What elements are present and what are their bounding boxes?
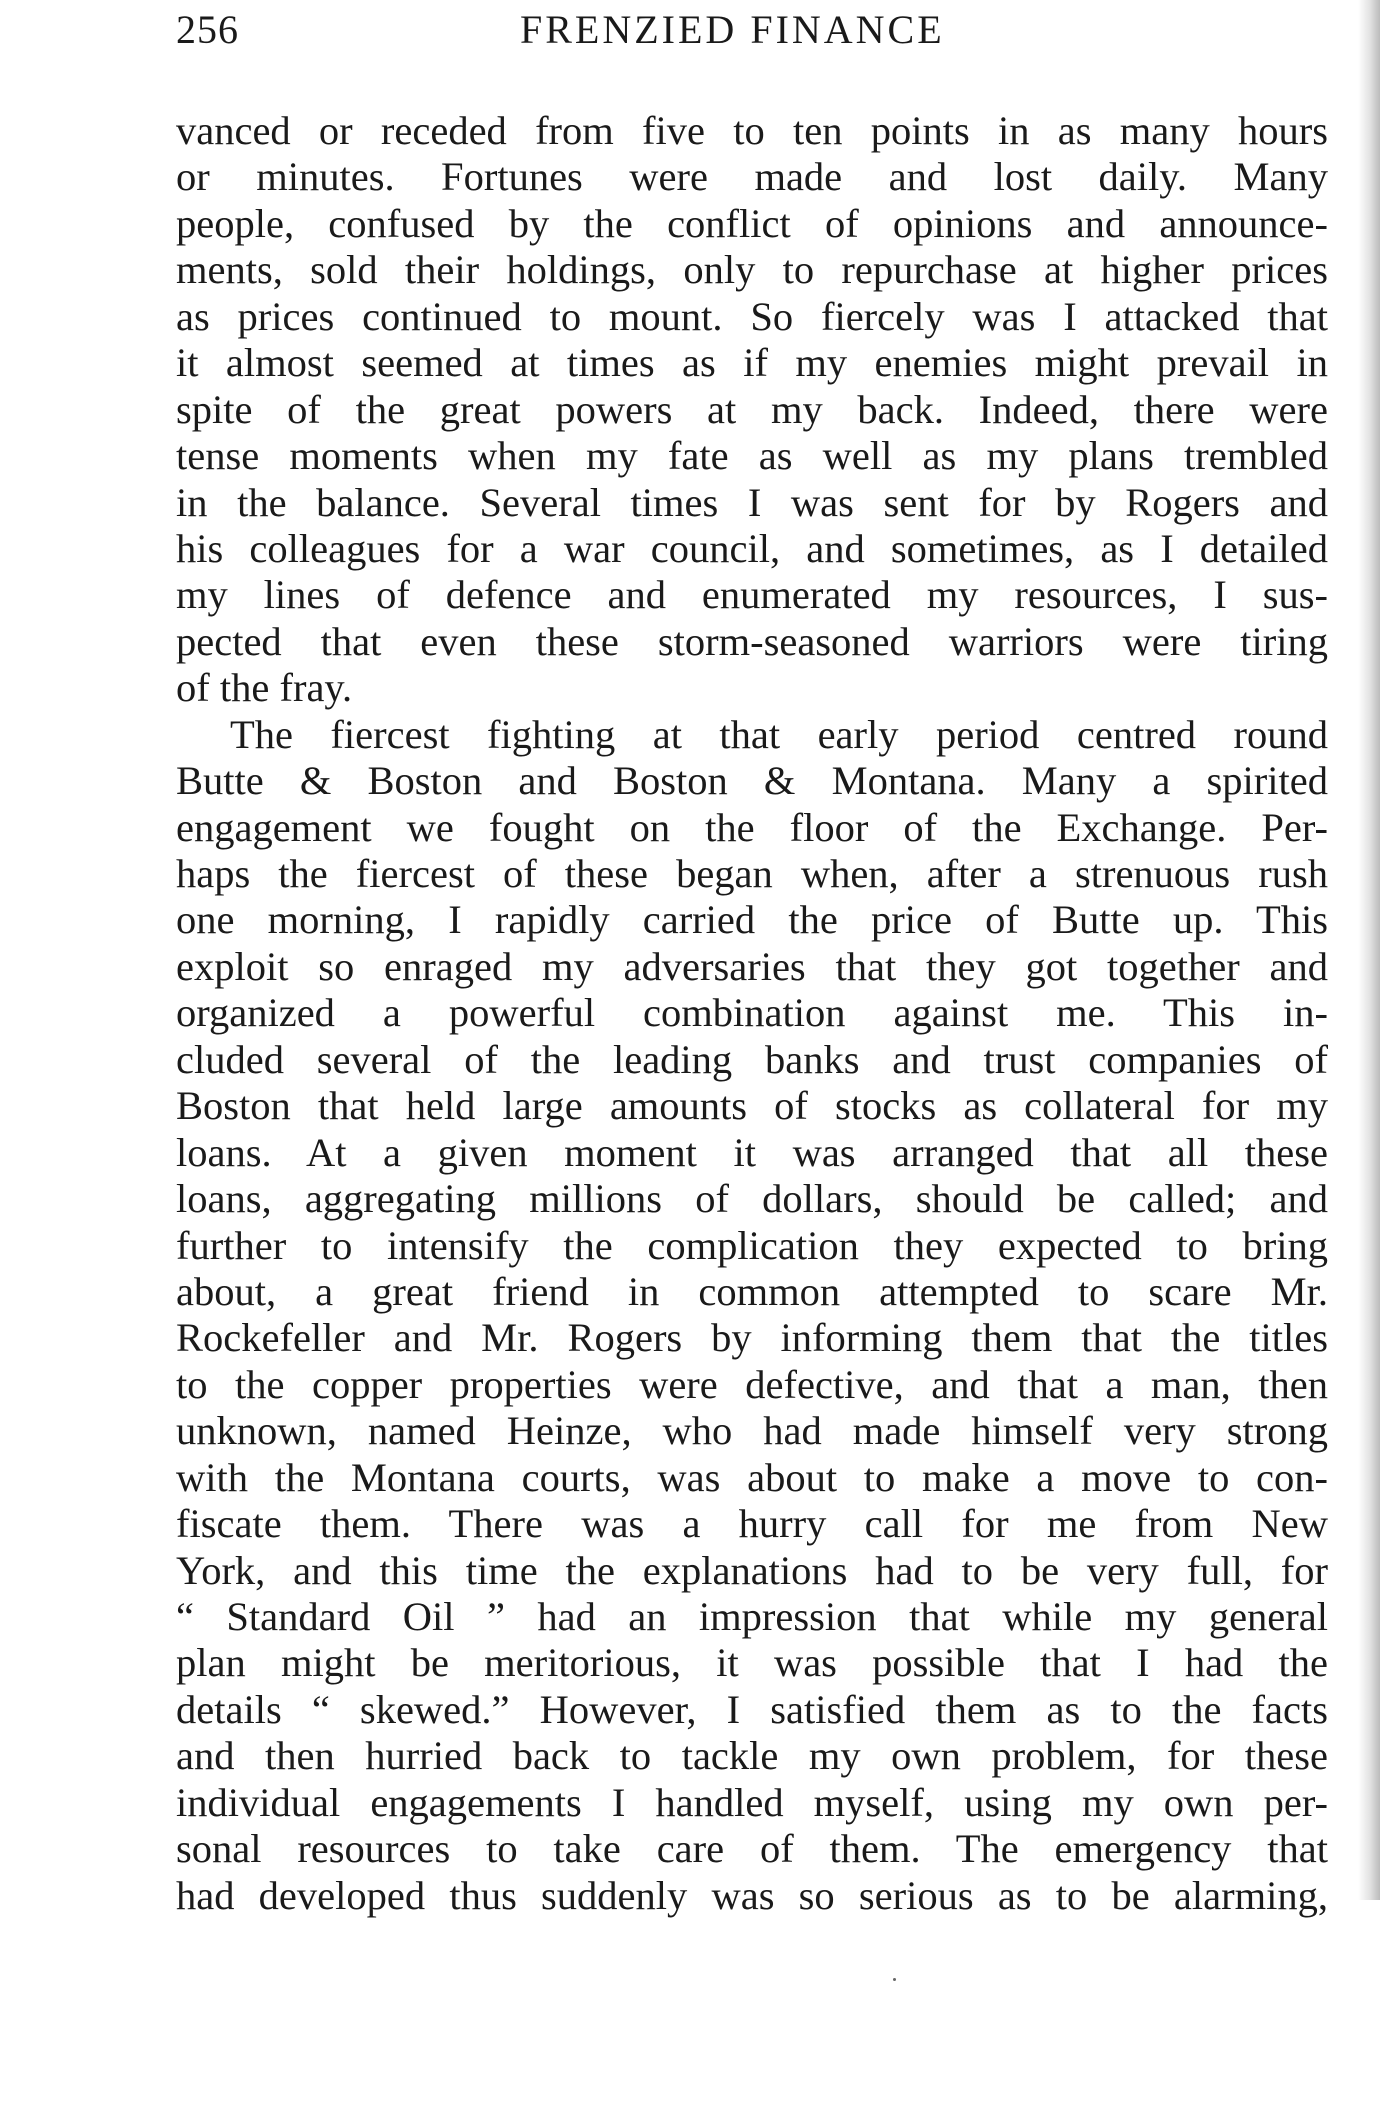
text-line: engagement we fought on the floor of the Exchange. Per-: [176, 804, 1328, 850]
text-line: in the balance. Several times I was sent for by Rogers and: [176, 479, 1328, 525]
text-line: unknown, named Heinze, who had made himself very strong: [176, 1408, 1328, 1454]
text-line: it almost seemed at times as if my enemies might prevail in: [176, 340, 1328, 386]
text-line: loans. At a given moment it was arranged that all these: [176, 1129, 1328, 1175]
text-line: vanced or receded from five to ten points in as many hours: [176, 108, 1328, 153]
text-line: individual engagements I handled myself, using my own per-: [176, 1779, 1328, 1825]
text-line: with the Montana courts, was about to make a move to con-: [176, 1454, 1328, 1500]
text-line: Rockefeller and Mr. Rogers by informing them that the titles: [176, 1315, 1328, 1361]
text-line: one morning, I rapidly carried the price of Butte up. This: [176, 897, 1328, 943]
text-line: Butte & Boston and Boston & Montana. Many a spirited: [176, 758, 1328, 804]
text-line: cluded several of the leading banks and trust companies of: [176, 1036, 1328, 1082]
page-binding-edge: [1358, 0, 1380, 1900]
running-header: [176, 6, 1328, 56]
paragraph-end-line: of the fray.: [176, 665, 353, 711]
body-text: [176, 108, 1328, 1919]
text-line: spite of the great powers at my back. Indeed, there were: [176, 386, 1328, 432]
text-line: York, and this time the explanations had to be very full, for: [176, 1547, 1328, 1593]
running-title: FRENZIED FINANCE: [520, 7, 945, 52]
text-line: as prices continued to mount. So fiercely was I attacked that: [176, 293, 1328, 339]
text-line: plan might be meritorious, it was possible that I had the: [176, 1640, 1328, 1686]
text-line: his colleagues for a war council, and sometimes, as I detailed: [176, 525, 1328, 571]
text-line: or minutes. Fortunes were made and lost daily. Many: [176, 154, 1328, 200]
text-line: about, a great friend in common attempted to scare Mr.: [176, 1268, 1328, 1314]
text-line: to the copper properties were defective, and that a man, then: [176, 1361, 1328, 1407]
text-line: details “ skewed.” However, I satisfied them as to the facts: [176, 1686, 1328, 1732]
text-line: fiscate them. There was a hurry call for me from New: [176, 1501, 1328, 1547]
text-line: had developed thus suddenly was so serious as to be alarming,: [176, 1872, 1328, 1918]
text-line: loans, aggregating millions of dollars, should be called; and: [176, 1176, 1328, 1222]
text-line: “ Standard Oil ” had an impression that while my general: [176, 1594, 1328, 1639]
text-line: tense moments when my fate as well as my plans trembled: [176, 433, 1328, 479]
page-number: 256: [176, 7, 239, 52]
text-line: sonal resources to take care of them. The emergency that: [176, 1826, 1328, 1872]
text-line: Boston that held large amounts of stocks as collateral for my: [176, 1083, 1328, 1129]
text-line: exploit so enraged my adversaries that they got together and: [176, 943, 1328, 989]
text-line: pected that even these storm-seasoned warriors were tiring: [176, 618, 1328, 664]
text-line: people, confused by the conflict of opinions and announce-: [176, 200, 1328, 246]
text-line: and then hurried back to tackle my own problem, for these: [176, 1733, 1328, 1779]
print-speck: [893, 1978, 896, 1981]
text-line: further to intensify the complication they expected to bring: [176, 1222, 1328, 1268]
text-line: ments, sold their holdings, only to repurchase at higher prices: [176, 247, 1328, 293]
text-line: haps the fiercest of these began when, after a strenuous rush: [176, 851, 1328, 896]
text-line: organized a powerful combination against me. This in-: [176, 990, 1328, 1036]
text-line: my lines of defence and enumerated my resources, I sus-: [176, 572, 1328, 618]
paragraph-start-line: The fiercest fighting at that early period centred round: [230, 711, 1328, 757]
